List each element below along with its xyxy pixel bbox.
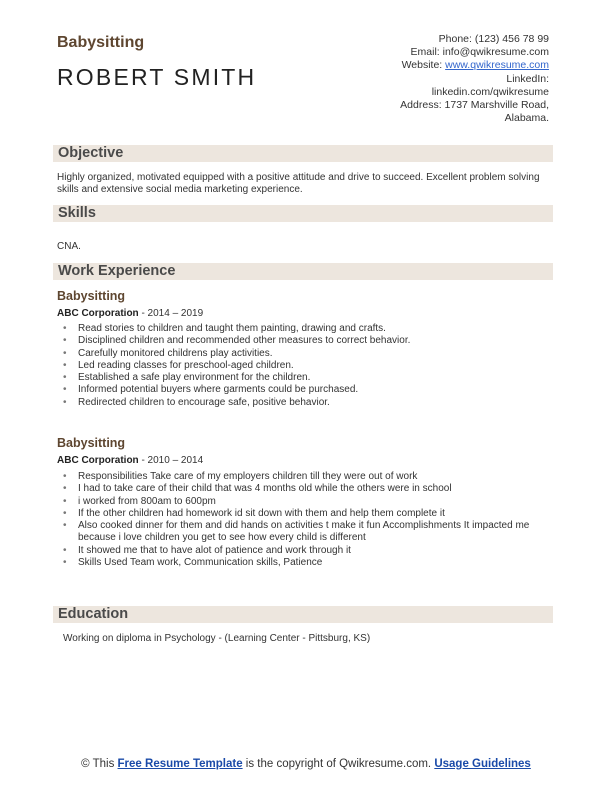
list-item: • Also cooked dinner for them and did hands on activities t make it fun Accomplishments It impacted me because i love children you get to see how every child is different xyxy=(63,520,533,545)
website-label: Website: xyxy=(401,59,446,72)
usage-guidelines-link[interactable]: Usage Guidelines xyxy=(434,758,531,770)
section-title-education: Education xyxy=(58,606,129,622)
contact-address-line1: Address: 1737 Marshville Road, xyxy=(400,99,549,112)
footer-copyright xyxy=(0,758,612,771)
website-link[interactable]: www.qwikresume.com xyxy=(445,59,549,72)
job-dates-2: - 2010 – 2014 xyxy=(138,455,204,466)
list-item: • Disciplined children and recommended other measures to correct behavior. xyxy=(63,335,533,347)
footer-prefix: © This xyxy=(81,758,118,770)
section-education xyxy=(53,606,553,623)
company-name-1: ABC Corporation xyxy=(57,308,139,319)
list-item: • Redirected children to encourage safe, positive behavior. xyxy=(63,397,533,409)
contact-email: Email: info@qwikresume.com xyxy=(410,46,549,59)
objective-text: Highly organized, motivated equipped with a positive attitude and drive to succeed. Excellent problem solving skills and extensive social media marketing experience. xyxy=(57,172,540,195)
footer-middle: is the copyright of Qwikresume.com. xyxy=(242,758,435,770)
job-title: Babysitting xyxy=(57,34,145,51)
list-item: • Read stories to children and taught them painting, drawing and crafts. xyxy=(63,323,533,335)
section-work-experience xyxy=(53,263,553,280)
section-skills xyxy=(53,205,553,222)
list-item: • It showed me that to have alot of patience and work through it xyxy=(63,545,533,557)
company-line-2 xyxy=(57,455,203,467)
contact-address-line2: Alabama. xyxy=(504,112,549,125)
list-item: • Responsibilities Take care of my employers children till they were out of work xyxy=(63,471,533,483)
contact-website xyxy=(309,59,549,72)
education-text: Working on diploma in Psychology - (Learning Center - Pittsburg, KS) xyxy=(63,633,371,644)
candidate-name: ROBERT SMITH xyxy=(57,64,257,90)
list-item: • If the other children had homework id sit down with them and help them complete it xyxy=(63,508,533,520)
contact-linkedin-label: LinkedIn: xyxy=(506,72,549,85)
job-dates-1: - 2014 – 2019 xyxy=(138,308,204,319)
section-objective xyxy=(53,145,553,162)
list-item: • Skills Used Team work, Communication skills, Patience xyxy=(63,557,533,569)
list-item: • Established a safe play environment for the children. xyxy=(63,372,533,384)
contact-linkedin-value: linkedin.com/qwikresume xyxy=(431,85,549,98)
list-item: • Led reading classes for preschool-aged children. xyxy=(63,360,533,372)
company-name-2: ABC Corporation xyxy=(57,455,139,466)
job-title-1: Babysitting xyxy=(57,289,126,303)
list-item: • Carefully monitored childrens play activities. xyxy=(63,348,533,360)
list-item: • Informed potential buyers where garments could be purchased. xyxy=(63,384,533,396)
contact-block xyxy=(309,33,549,125)
section-title-work: Work Experience xyxy=(58,263,176,279)
resume-header xyxy=(57,33,256,91)
job-bullets-1 xyxy=(63,323,533,409)
job-title-2: Babysitting xyxy=(57,436,126,450)
list-item: • I had to take care of their child that was 4 months old while the others were in school xyxy=(63,483,533,495)
company-line-1 xyxy=(57,308,203,320)
contact-phone: Phone: (123) 456 78 99 xyxy=(438,33,549,45)
free-resume-template-link[interactable]: Free Resume Template xyxy=(117,758,243,770)
section-title-objective: Objective xyxy=(58,145,124,161)
section-title-skills: Skills xyxy=(58,205,96,221)
skills-text: CNA. xyxy=(57,241,81,252)
job-bullets-2 xyxy=(63,471,533,569)
list-item: • i worked from 800am to 600pm xyxy=(63,496,533,508)
